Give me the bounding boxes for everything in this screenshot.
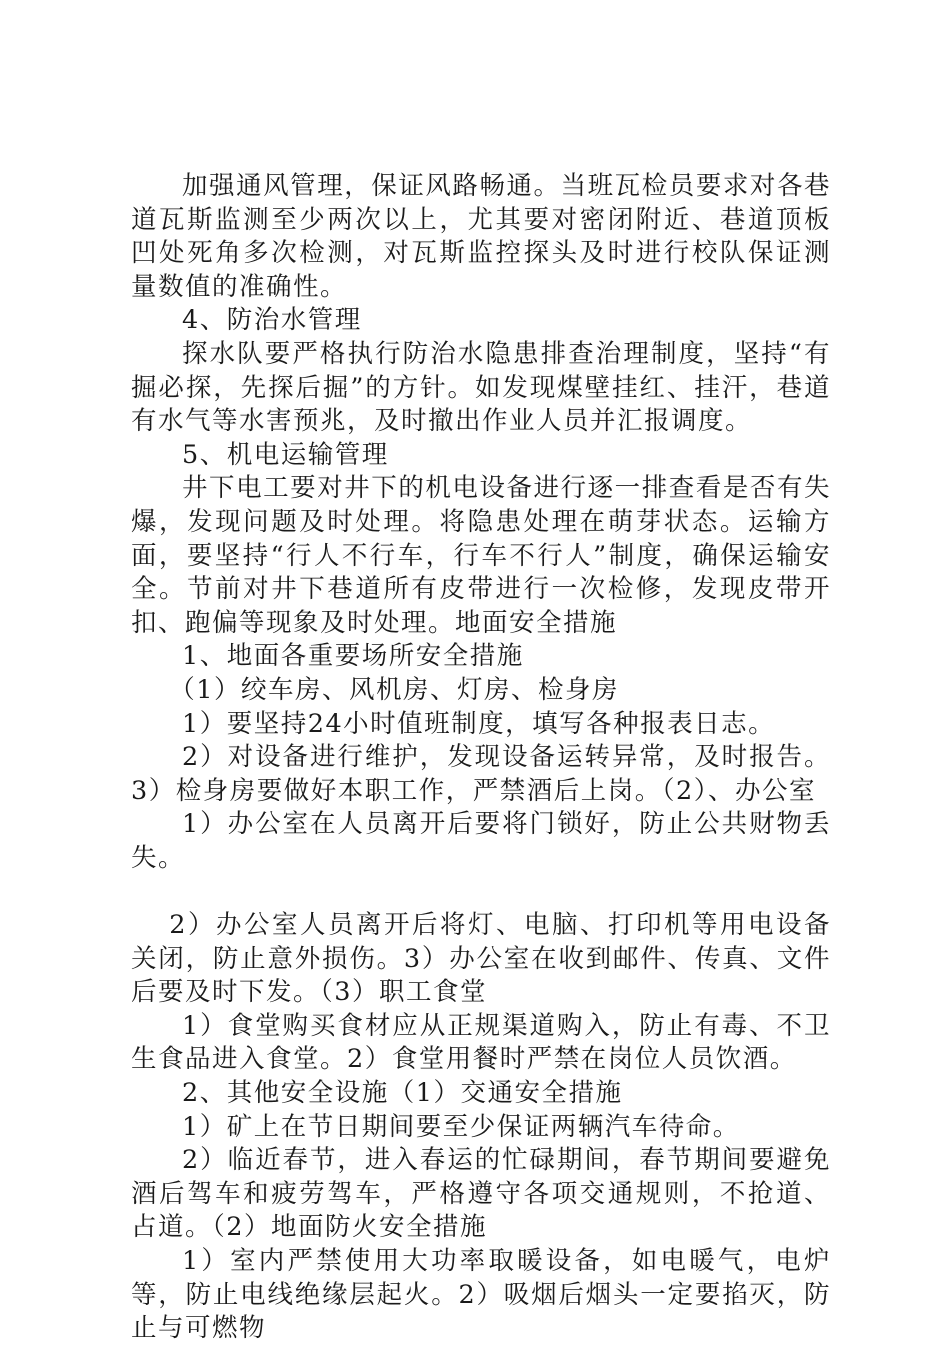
subheading-winch-room: （1）绞车房、风机房、灯房、检身房: [169, 674, 619, 705]
heading-other-safety: 2、其他安全设施（1）交通安全措施: [182, 1078, 623, 1109]
paragraph-duty-system: 1）要坚持24小时值班制度，填写各种报表日志。: [182, 708, 776, 739]
blank-line: [131, 875, 831, 909]
paragraph-ventilation: 加强通风管理，保证风路畅通。当班瓦检员要求对各巷道瓦斯监测至少两次以上，尤其要对密闭附近、巷道顶板凹处死角多次检测，对瓦斯监控探头及时进行校队保证测量数值的准确性。: [131, 171, 831, 302]
paragraph-canteen: 1）食堂购买食材应从正规渠道购入，防止有毒、不卫生食品进入食堂。2）食堂用餐时严禁在岗位人员饮酒。: [131, 1010, 831, 1075]
heading-electromechanical: 5、机电运输管理: [182, 439, 389, 470]
paragraph-office-lock: 1）办公室在人员离开后要将门锁好，防止公共财物丢失。: [131, 809, 831, 873]
paragraph-equipment-maintenance: 2）对设备进行维护，发现设备运转异常，及时报告。3）检身房要做好本职工作，严禁酒后上岗。（2）、办公室: [131, 742, 831, 806]
paragraph-electromechanical: 井下电工要对井下的机电设备进行逐一排查看是否有失爆，发现问题及时处理。将隐患处理在萌芽状态。运输方面，要坚持“行人不行车，行车不行人”制度，确保运输安全。节前对井下巷道所有皮带进行一次检修，发现皮带开扣、跑偏等现象及时处理。地面安全措施: [131, 473, 831, 638]
heading-water-control: 4、防治水管理: [182, 305, 362, 336]
paragraph-water-control: 探水队要严格执行防治水隐患排查治理制度，坚持“有掘必探，先探后掘”的方针。如发现煤壁挂红、挂汗，巷道有水气等水害预兆，及时撤出作业人员并汇报调度。: [131, 338, 831, 437]
paragraph-fire-safety: 1）室内严禁使用大功率取暖设备，如电暖气，电炉等，防止电线绝缘层起火。2）吸烟后烟头一定要掐灭，防止与可燃物: [131, 1246, 831, 1344]
paragraph-office-power: 2）办公室人员离开后将灯、电脑、打印机等用电设备关闭，防止意外损伤。3）办公室在收到邮件、传真、文件后要及时下发。（3）职工食堂: [131, 910, 831, 1008]
paragraph-spring-festival-driving: 2）临近春节，进入春运的忙碌期间，春节期间要避免酒后驾车和疲劳驾车，严格遵守各项交通规则，不抢道、占道。（2）地面防火安全措施: [131, 1145, 831, 1243]
heading-ground-sites: 1、地面各重要场所安全措施: [182, 641, 524, 672]
document-body: [131, 170, 831, 1346]
paragraph-vehicles: 1）矿上在节日期间要至少保证两辆汽车待命。: [182, 1111, 740, 1142]
